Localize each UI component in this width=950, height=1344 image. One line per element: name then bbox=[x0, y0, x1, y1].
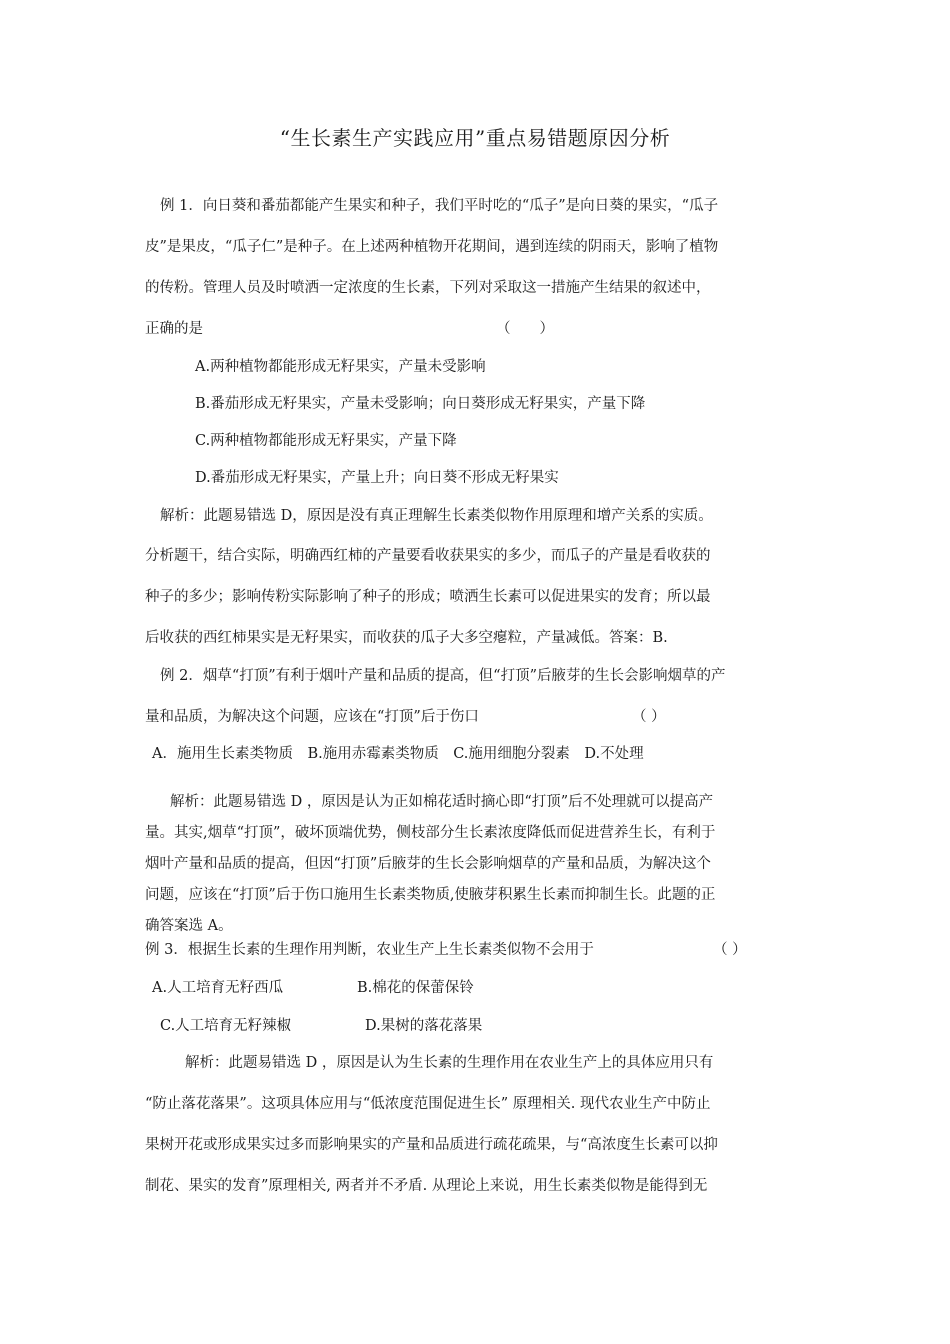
ex1-option-d: D.番茄形成无籽果实，产量上升；向日葵不形成无籽果实 bbox=[195, 470, 559, 486]
ex2-analysis-4: 问题，应该在“打顶”后于伤口施用生长素类物质,使腋芽积累生长素而抑制生长。此题的正 bbox=[145, 887, 716, 903]
ex1-option-a: A.两种植物都能形成无籽果实，产量未受影响 bbox=[195, 359, 486, 375]
ex3-option-a: A.人工培育无籽西瓜 bbox=[152, 980, 284, 996]
ex3-option-c: C.人工培育无籽辣椒 bbox=[160, 1018, 292, 1034]
ex2-analysis-2: 量。其实,烟草“打顶”，破坏顶端优势，侧枝部分生长素浓度降低而促进营养生长，有利于 bbox=[145, 825, 716, 841]
ex2-line-1: 例 2．烟草“打顶”有利于烟叶产量和品质的提高，但“打顶”后腋芽的生长会影响烟草的产 bbox=[160, 668, 726, 684]
ex1-option-b: B.番茄形成无籽果实，产量未受影响；向日葵形成无籽果实，产量下降 bbox=[195, 396, 646, 412]
ex1-option-c: C.两种植物都能形成无籽果实，产量下降 bbox=[195, 433, 457, 449]
page-title: “生长素生产实践应用”重点易错题原因分析 bbox=[279, 126, 671, 150]
ex2-analysis-5: 确答案选 A。 bbox=[145, 918, 233, 934]
ex1-analysis-2: 分析题干，结合实际，明确西红柿的产量要看收获果实的多少，而瓜子的产量是看收获的 bbox=[145, 548, 711, 564]
ex1-line-3: 的传粉。管理人员及时喷洒一定浓度的生长素，下列对采取这一措施产生结果的叙述中， bbox=[145, 280, 711, 296]
ex3-analysis-4: 制花、果实的发育”原理相关, 两者并不矛盾. 从理论上来说，用生长素类似物是能得到无 bbox=[145, 1178, 708, 1194]
ex3-stem: 例 3．根据生长素的生理作用判断，农业生产上生长素类似物不会用于 bbox=[145, 942, 594, 958]
ex2-analysis-1: 解析：此题易错选 D ，原因是认为正如棉花适时摘心即“打顶”后不处理就可以提高产 bbox=[170, 794, 714, 810]
ex1-answer-paren: （ ） bbox=[496, 321, 554, 337]
ex3-option-b: B.棉花的保蕾保铃 bbox=[357, 980, 474, 996]
ex1-analysis-3: 种子的多少；影响传粉实际影响了种子的形成；喷洒生长素可以促进果实的发育；所以最 bbox=[145, 589, 711, 605]
ex1-line-2: 皮”是果皮，“瓜子仁”是种子。在上述两种植物开花期间，遇到连续的阴雨天，影响了植物 bbox=[145, 239, 719, 255]
ex2-answer-paren: （ ） bbox=[632, 709, 666, 725]
ex1-analysis-4: 后收获的西红柿果实是无籽果实，而收获的瓜子大多空瘪粒，产量减低。答案：B. bbox=[145, 630, 668, 646]
ex2-analysis-3: 烟叶产量和品质的提高，但因“打顶”后腋芽的生长会影响烟草的产量和品质，为解决这个 bbox=[145, 856, 711, 872]
ex1-line-1: 例 1．向日葵和番茄都能产生果实和种子，我们平时吃的“瓜子”是向日葵的果实，“瓜子 bbox=[160, 198, 719, 214]
ex3-analysis-3: 果树开花或形成果实过多而影响果实的产量和品质进行疏花疏果，与“高浓度生长素可以抑 bbox=[145, 1137, 718, 1153]
ex3-option-d: D.果树的落花落果 bbox=[365, 1018, 483, 1034]
ex2-options: A．施用生长素类物质 B.施用赤霉素类物质 C.施用细胞分裂素 D.不处理 bbox=[152, 746, 644, 762]
ex3-analysis-1: 解析：此题易错选 D ，原因是认为生长素的生理作用在农业生产上的具体应用只有 bbox=[185, 1055, 714, 1071]
ex1-line-4: 正确的是 bbox=[145, 321, 203, 337]
ex3-answer-paren: （ ） bbox=[713, 942, 747, 958]
ex2-line-2: 量和品质，为解决这个问题，应该在“打顶”后于伤口 bbox=[145, 709, 479, 725]
ex3-analysis-2: “防止落花落果”。这项具体应用与“低浓度范围促进生长” 原理相关. 现代农业生产中防止 bbox=[145, 1096, 711, 1112]
ex1-analysis-1: 解析：此题易错选 D，原因是没有真正理解生长素类似物作用原理和增产关系的实质。 bbox=[160, 508, 713, 524]
